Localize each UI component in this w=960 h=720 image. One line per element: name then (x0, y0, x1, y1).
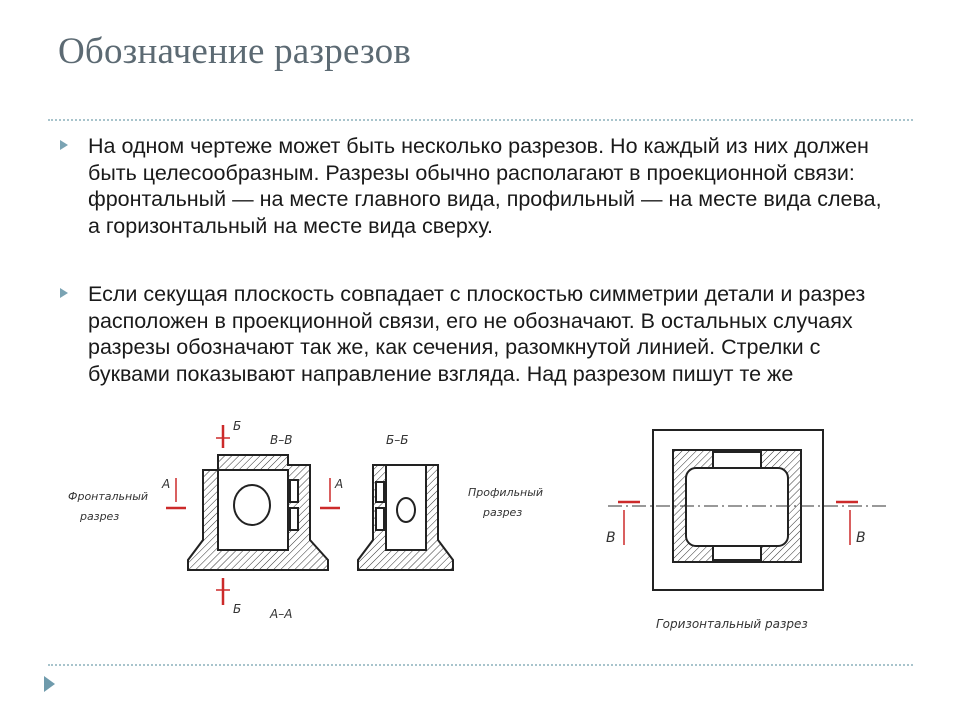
horizontal-section-part (653, 430, 823, 590)
bullet-item-2-clip (60, 281, 890, 410)
profile-caption-line2: разрез (483, 506, 523, 519)
profile-caption-line1: Профильный (468, 486, 544, 499)
bullet-item-2 (60, 281, 890, 387)
letter-v-right: В (856, 530, 866, 546)
cut-label-b-bottom: Б (233, 602, 242, 616)
next-slide-arrow-icon[interactable] (44, 676, 55, 692)
slide-title: Обозначение разрезов (58, 31, 411, 72)
frontal-caption-line2: разрез (80, 510, 120, 523)
bullet-text-2: Если секущая плоскость совпадает с плоскостью симметрии детали и разрез расположен в проекционной связи, его не обозначают. В остальных случаях разрезы обозначают так же, как сечения, разомкнутой линией. Стрелки с буквами показывают направление взгляда. Над разрезом пишут те же (88, 282, 866, 386)
profile-section-part (358, 465, 453, 570)
bullet-item-1 (60, 133, 890, 239)
letter-a-left: А (162, 477, 171, 491)
top-divider (48, 119, 913, 121)
letter-v-left: В (606, 530, 616, 546)
sections-svg (58, 410, 898, 650)
section-label-aa: А–А (270, 607, 293, 621)
cut-label-b-top: Б (233, 419, 242, 433)
bullet-arrow-icon (60, 140, 68, 150)
bottom-divider (48, 664, 913, 666)
section-label-bb: В–В (270, 433, 293, 447)
bullet-arrow-icon (60, 288, 68, 298)
section-label-b-b: Б–Б (386, 433, 409, 447)
sections-drawing (58, 410, 898, 650)
bullet-text-1: На одном чертеже может быть несколько разрезов. Но каждый из них должен быть целесообразным. Разрезы обычно располагают в проекционной связи: фронтальный — на месте главного вида, профильный — на месте вида слева, а горизонтальный на месте вида сверху. (88, 134, 882, 238)
horizontal-caption: Горизонтальный разрез (656, 617, 808, 631)
frontal-section-part (188, 455, 328, 570)
letter-a-right: А (335, 477, 344, 491)
frontal-caption-line1: Фронтальный (68, 490, 149, 503)
